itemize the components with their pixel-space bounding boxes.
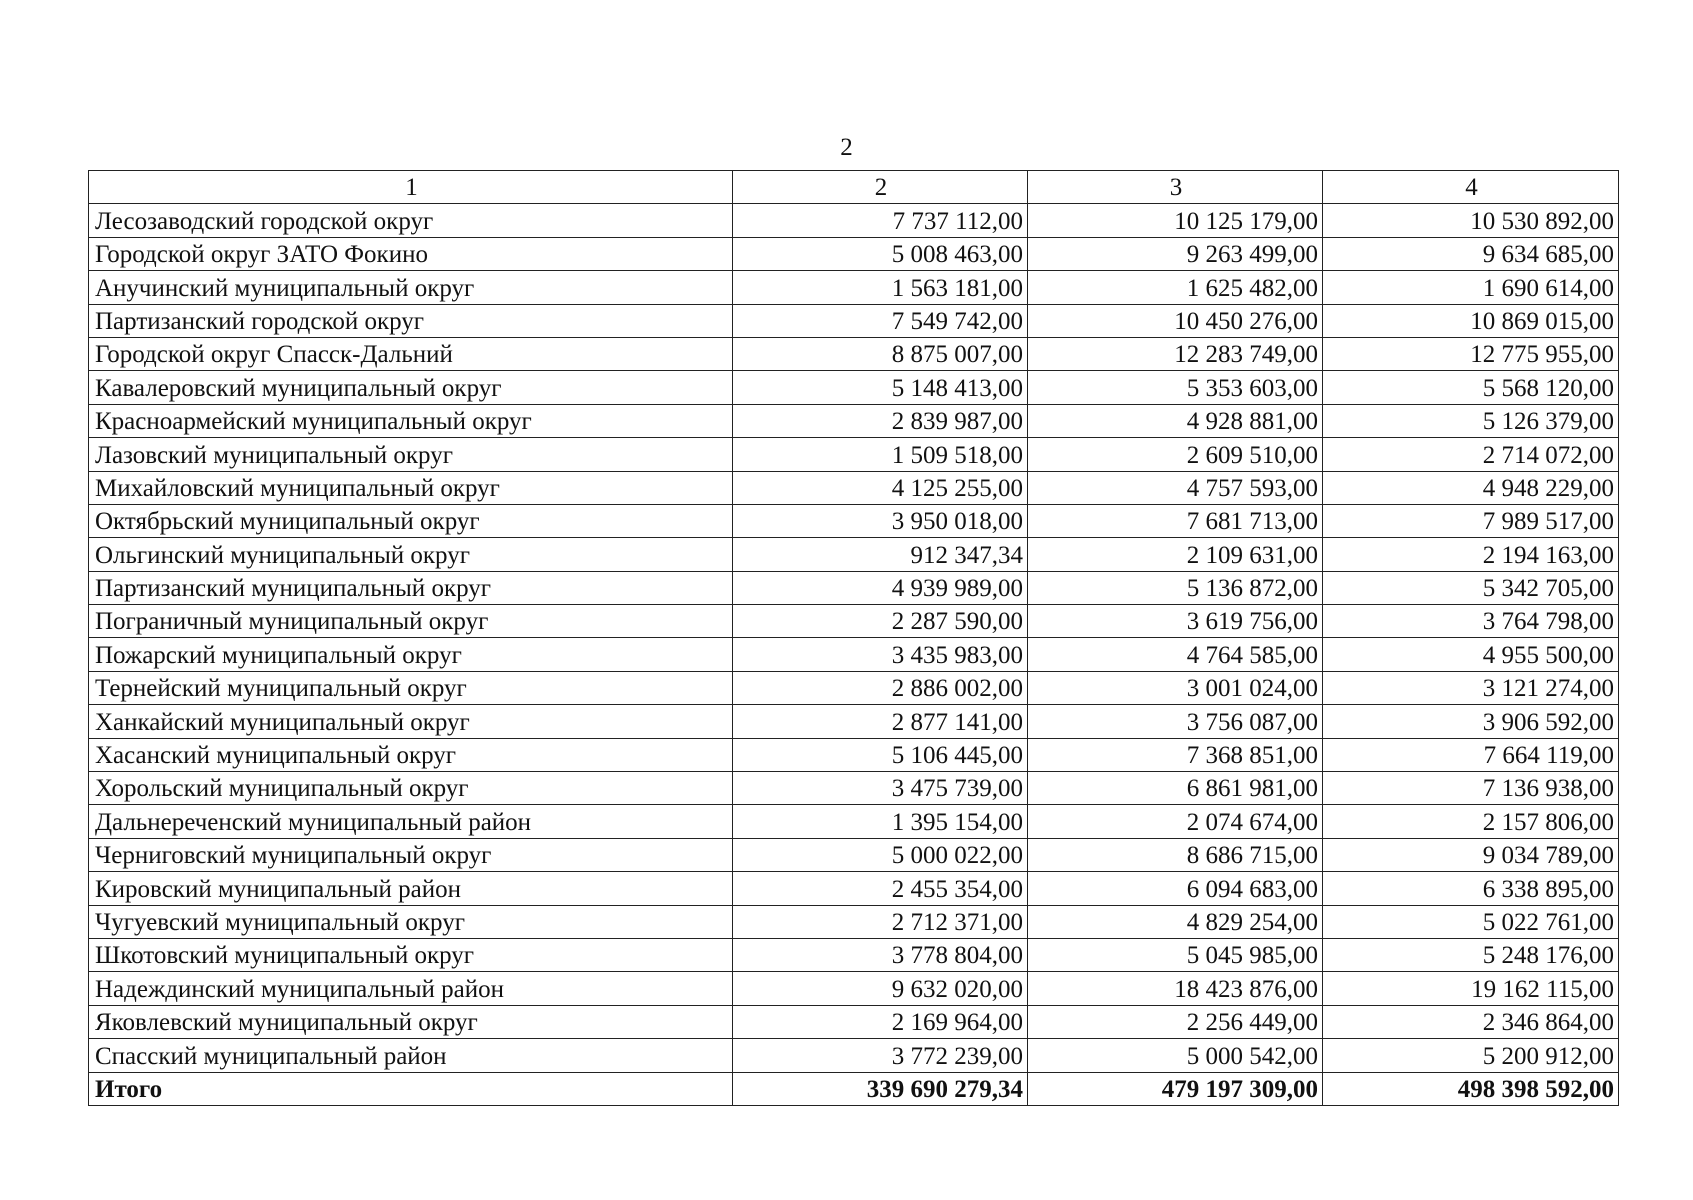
municipality-name: Пожарский муниципальный округ — [89, 638, 733, 671]
value-column-2: 4 125 255,00 — [733, 471, 1028, 504]
value-column-2: 5 106 445,00 — [733, 738, 1028, 771]
municipality-name: Лесозаводский городской округ — [89, 204, 733, 237]
table-row — [89, 605, 1619, 638]
value-column-3: 1 625 482,00 — [1028, 271, 1323, 304]
value-column-2: 8 875 007,00 — [733, 337, 1028, 370]
value-column-4: 3 906 592,00 — [1323, 705, 1619, 738]
value-column-2: 3 772 239,00 — [733, 1039, 1028, 1072]
value-column-2: 5 148 413,00 — [733, 371, 1028, 404]
municipality-name: Красноармейский муниципальный округ — [89, 404, 733, 437]
value-column-4: 10 530 892,00 — [1323, 204, 1619, 237]
value-column-3: 4 764 585,00 — [1028, 638, 1323, 671]
value-column-4: 9 034 789,00 — [1323, 838, 1619, 871]
municipality-name: Спасский муниципальный район — [89, 1039, 733, 1072]
value-column-4: 4 955 500,00 — [1323, 638, 1619, 671]
value-column-2: 2 886 002,00 — [733, 671, 1028, 704]
total-label: Итого — [89, 1072, 733, 1105]
municipality-name: Лазовский муниципальный округ — [89, 438, 733, 471]
table-row — [89, 438, 1619, 471]
value-column-2: 5 008 463,00 — [733, 237, 1028, 270]
value-column-3: 7 368 851,00 — [1028, 738, 1323, 771]
value-column-3: 3 619 756,00 — [1028, 605, 1323, 638]
value-column-4: 5 022 761,00 — [1323, 905, 1619, 938]
value-column-4: 5 248 176,00 — [1323, 938, 1619, 971]
column-number-1: 1 — [89, 171, 733, 204]
table-body — [89, 204, 1619, 1106]
value-column-2: 1 395 154,00 — [733, 805, 1028, 838]
value-column-4: 2 194 163,00 — [1323, 538, 1619, 571]
value-column-3: 3 001 024,00 — [1028, 671, 1323, 704]
page-number: 2 — [840, 134, 853, 161]
budget-table — [88, 170, 1619, 1106]
municipality-name: Партизанский муниципальный округ — [89, 571, 733, 604]
value-column-4: 9 634 685,00 — [1323, 237, 1619, 270]
column-number-3: 3 — [1028, 171, 1323, 204]
value-column-3: 18 423 876,00 — [1028, 972, 1323, 1005]
table-row — [89, 504, 1619, 537]
value-column-4: 5 342 705,00 — [1323, 571, 1619, 604]
value-column-4: 7 664 119,00 — [1323, 738, 1619, 771]
value-column-2: 3 950 018,00 — [733, 504, 1028, 537]
value-column-2: 1 509 518,00 — [733, 438, 1028, 471]
table-row — [89, 838, 1619, 871]
value-column-3: 5 136 872,00 — [1028, 571, 1323, 604]
value-column-3: 5 045 985,00 — [1028, 938, 1323, 971]
table-row — [89, 938, 1619, 971]
value-column-2: 1 563 181,00 — [733, 271, 1028, 304]
value-column-2: 3 435 983,00 — [733, 638, 1028, 671]
value-column-4: 7 136 938,00 — [1323, 772, 1619, 805]
municipality-name: Партизанский городской округ — [89, 304, 733, 337]
value-column-3: 2 109 631,00 — [1028, 538, 1323, 571]
table-row — [89, 304, 1619, 337]
value-column-4: 3 764 798,00 — [1323, 605, 1619, 638]
value-column-3: 5 353 603,00 — [1028, 371, 1323, 404]
table-row — [89, 772, 1619, 805]
value-column-4: 7 989 517,00 — [1323, 504, 1619, 537]
value-column-3: 6 094 683,00 — [1028, 872, 1323, 905]
table-row — [89, 972, 1619, 1005]
value-column-3: 4 829 254,00 — [1028, 905, 1323, 938]
value-column-2: 5 000 022,00 — [733, 838, 1028, 871]
municipality-name: Чугуевский муниципальный округ — [89, 905, 733, 938]
value-column-4: 5 126 379,00 — [1323, 404, 1619, 437]
value-column-4: 5 568 120,00 — [1323, 371, 1619, 404]
value-column-2: 912 347,34 — [733, 538, 1028, 571]
municipality-name: Кавалеровский муниципальный округ — [89, 371, 733, 404]
table-row — [89, 538, 1619, 571]
municipality-name: Пограничный муниципальный округ — [89, 605, 733, 638]
municipality-name: Яковлевский муниципальный округ — [89, 1005, 733, 1038]
value-column-2: 2 169 964,00 — [733, 1005, 1028, 1038]
total-row — [89, 1072, 1619, 1105]
value-column-2: 9 632 020,00 — [733, 972, 1028, 1005]
value-column-2: 3 475 739,00 — [733, 772, 1028, 805]
value-column-4: 19 162 115,00 — [1323, 972, 1619, 1005]
table-row — [89, 805, 1619, 838]
value-column-3: 10 450 276,00 — [1028, 304, 1323, 337]
value-column-3: 9 263 499,00 — [1028, 237, 1323, 270]
municipality-name: Анучинский муниципальный округ — [89, 271, 733, 304]
value-column-4: 3 121 274,00 — [1323, 671, 1619, 704]
table-row — [89, 237, 1619, 270]
column-number-2: 2 — [733, 171, 1028, 204]
municipality-name: Хорольский муниципальный округ — [89, 772, 733, 805]
value-column-2: 2 839 987,00 — [733, 404, 1028, 437]
value-column-3: 4 928 881,00 — [1028, 404, 1323, 437]
value-column-2: 4 939 989,00 — [733, 571, 1028, 604]
table-row — [89, 905, 1619, 938]
municipality-name: Надеждинский муниципальный район — [89, 972, 733, 1005]
value-column-4: 12 775 955,00 — [1323, 337, 1619, 370]
table-row — [89, 204, 1619, 237]
table-row — [89, 705, 1619, 738]
value-column-2: 2 712 371,00 — [733, 905, 1028, 938]
value-column-3: 6 861 981,00 — [1028, 772, 1323, 805]
value-column-4: 6 338 895,00 — [1323, 872, 1619, 905]
table-row — [89, 1039, 1619, 1072]
value-column-3: 2 609 510,00 — [1028, 438, 1323, 471]
municipality-name: Кировский муниципальный район — [89, 872, 733, 905]
municipality-name: Ольгинский муниципальный округ — [89, 538, 733, 571]
value-column-3: 4 757 593,00 — [1028, 471, 1323, 504]
municipality-name: Михайловский муниципальный округ — [89, 471, 733, 504]
value-column-4: 5 200 912,00 — [1323, 1039, 1619, 1072]
total-value-column-4: 498 398 592,00 — [1323, 1072, 1619, 1105]
value-column-3: 5 000 542,00 — [1028, 1039, 1323, 1072]
municipality-name: Городской округ ЗАТО Фокино — [89, 237, 733, 270]
value-column-3: 2 074 674,00 — [1028, 805, 1323, 838]
table-row — [89, 371, 1619, 404]
municipality-name: Шкотовский муниципальный округ — [89, 938, 733, 971]
table-header — [89, 171, 1619, 204]
value-column-4: 2 346 864,00 — [1323, 1005, 1619, 1038]
value-column-3: 7 681 713,00 — [1028, 504, 1323, 537]
table-row — [89, 638, 1619, 671]
value-column-2: 7 737 112,00 — [733, 204, 1028, 237]
municipality-name: Хасанский муниципальный округ — [89, 738, 733, 771]
value-column-3: 2 256 449,00 — [1028, 1005, 1323, 1038]
total-value-column-3: 479 197 309,00 — [1028, 1072, 1323, 1105]
value-column-2: 2 877 141,00 — [733, 705, 1028, 738]
table-row — [89, 271, 1619, 304]
table-row — [89, 872, 1619, 905]
header-row — [89, 171, 1619, 204]
value-column-2: 7 549 742,00 — [733, 304, 1028, 337]
table-row — [89, 738, 1619, 771]
table-row — [89, 337, 1619, 370]
table-row — [89, 671, 1619, 704]
value-column-4: 1 690 614,00 — [1323, 271, 1619, 304]
value-column-4: 2 157 806,00 — [1323, 805, 1619, 838]
value-column-2: 3 778 804,00 — [733, 938, 1028, 971]
municipality-name: Городской округ Спасск-Дальний — [89, 337, 733, 370]
value-column-3: 12 283 749,00 — [1028, 337, 1323, 370]
table-row — [89, 404, 1619, 437]
municipality-name: Черниговский муниципальный округ — [89, 838, 733, 871]
value-column-3: 8 686 715,00 — [1028, 838, 1323, 871]
value-column-4: 4 948 229,00 — [1323, 471, 1619, 504]
table-row — [89, 471, 1619, 504]
table-row — [89, 571, 1619, 604]
value-column-3: 3 756 087,00 — [1028, 705, 1323, 738]
municipality-name: Октябрьский муниципальный округ — [89, 504, 733, 537]
table-row — [89, 1005, 1619, 1038]
value-column-4: 10 869 015,00 — [1323, 304, 1619, 337]
municipality-name: Ханкайский муниципальный округ — [89, 705, 733, 738]
municipality-name: Тернейский муниципальный округ — [89, 671, 733, 704]
value-column-4: 2 714 072,00 — [1323, 438, 1619, 471]
municipality-name: Дальнереченский муниципальный район — [89, 805, 733, 838]
total-value-column-2: 339 690 279,34 — [733, 1072, 1028, 1105]
value-column-2: 2 455 354,00 — [733, 872, 1028, 905]
value-column-3: 10 125 179,00 — [1028, 204, 1323, 237]
value-column-2: 2 287 590,00 — [733, 605, 1028, 638]
column-number-4: 4 — [1323, 171, 1619, 204]
